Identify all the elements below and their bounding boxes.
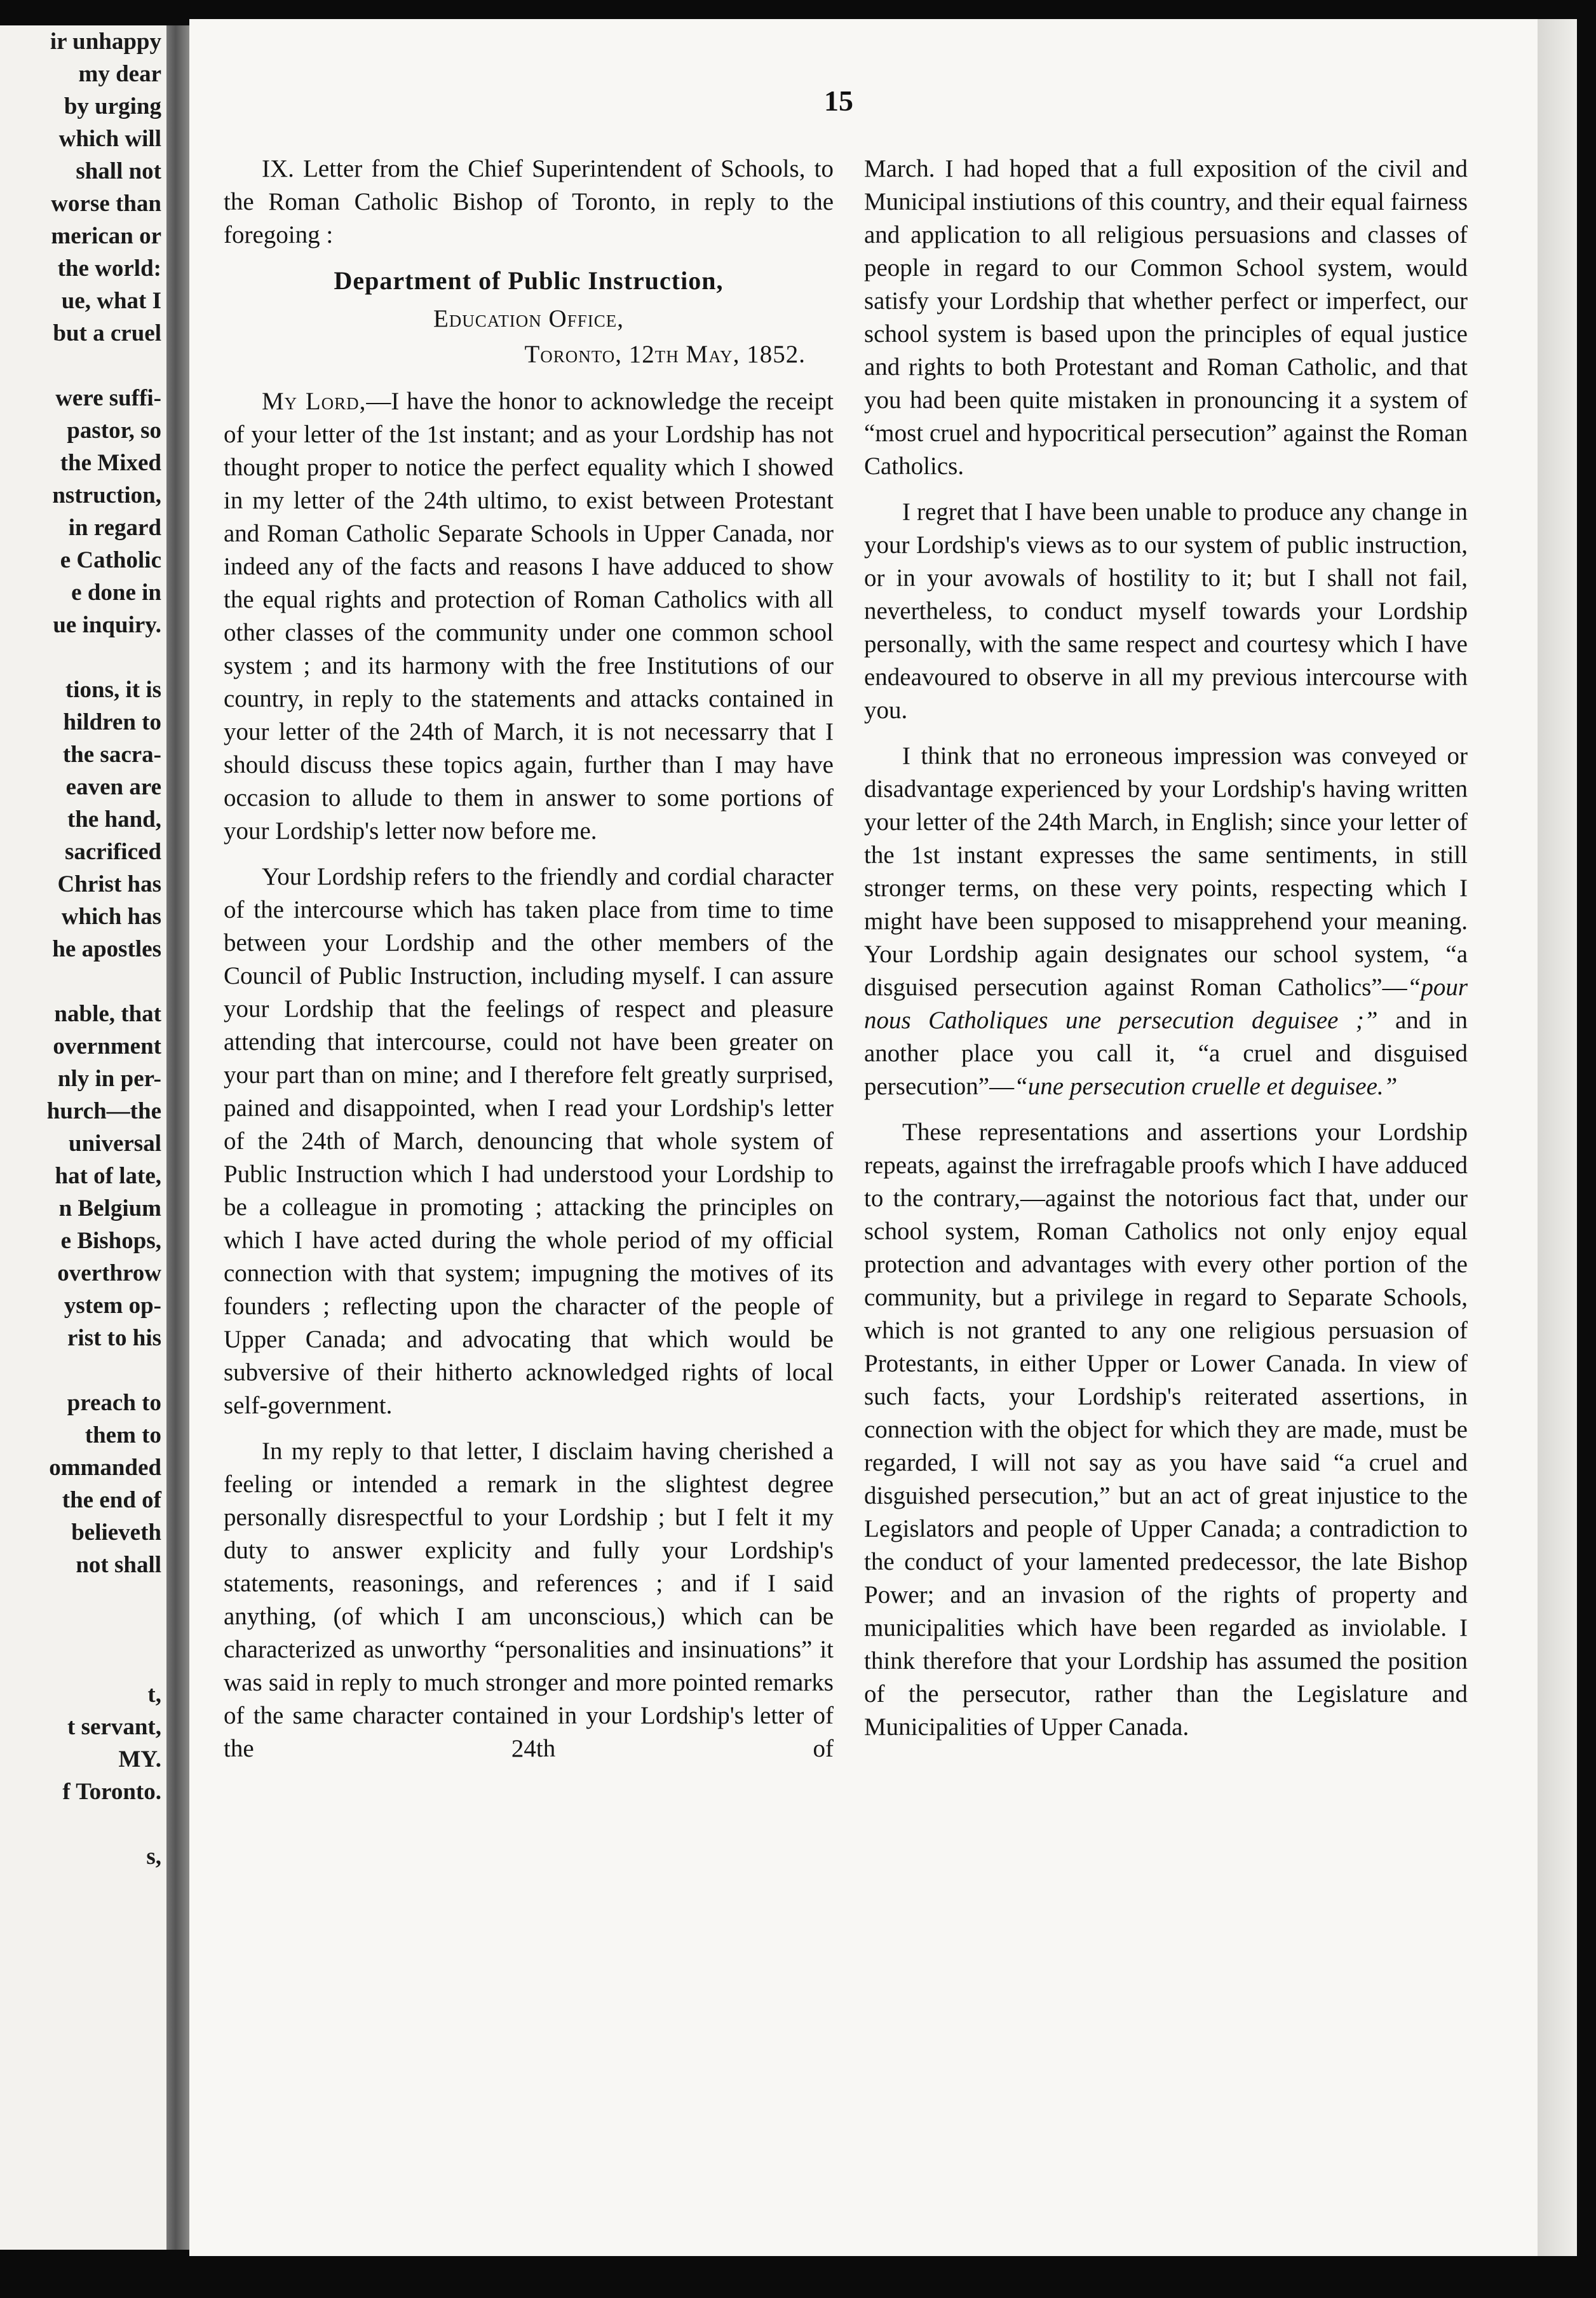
facing-page-line: nable, that	[54, 1001, 161, 1027]
facing-page-fragment	[0, 25, 166, 2250]
facing-page-line: t servant,	[67, 1714, 161, 1740]
facing-page-line: universal	[69, 1131, 161, 1157]
facing-page-line: e Bishops,	[60, 1228, 161, 1254]
facing-page-line: e done in	[71, 580, 161, 606]
facing-page-line: but a cruel	[53, 320, 161, 346]
facing-page-line: ommanded	[49, 1455, 161, 1481]
facing-page-line: the hand,	[67, 806, 161, 833]
facing-page-line	[0, 1614, 161, 1646]
facing-page-line: Christ has	[57, 871, 161, 897]
facing-page-line: the world:	[57, 255, 161, 282]
facing-page-line: the sacra-	[62, 742, 161, 768]
paragraph-6: These representations and assertions your Lordship repeats, against the irrefragable proofs which I have adduced to the contrary,—against the notorious fact that, under our school system, Roman Catholics not only enjoy equal protection and advantages with every other portion of the community, but a privilege in regard to Separate Schools, which is not granted to any one religious persuasion of Protestants, in either Upper or Lower Canada. In view of such facts, your Lordship's reiterated assertions, in connection with the object for which they are made, must be regarded, I will not say as you have said “a cruel and disguished persecution,” but an act of great injustice to the Legislators and people of Upper Canada; a contradiction to the conduct of your lamented predecessor, the late Bishop Power; and an invasion of the rights of property and municipalities which have been regarded as inviolable. I think therefore that your Lordship has assumed the position of the persecutor, rather than the Legislature and Municipalities of Upper Canada.	[864, 1118, 1468, 1741]
facing-page-line: overthrow	[57, 1260, 161, 1286]
dateline-text: Toronto, 12th May, 1852.	[524, 341, 806, 368]
facing-page-line	[0, 965, 161, 998]
facing-page-line: MY.	[118, 1746, 161, 1772]
text-column-right	[864, 153, 1468, 1757]
facing-page-line: overnment	[53, 1033, 161, 1059]
department-heading: Department of Public Instruction,	[334, 266, 724, 295]
office-line: Education Office,	[433, 305, 624, 332]
page-edge	[1538, 19, 1577, 2256]
facing-page-line: nly in per-	[57, 1066, 161, 1092]
facing-page-line: e Catholic	[60, 547, 161, 573]
paragraph-1-text: —I have the honor to acknowledge the receipt of your letter of the 1st instant; and as your Lordship has not thought proper to notice the perfect equality which I showed in my letter of the 24th ultimo, to exist between Protestant and Roman Catholic Separate Schools in Upper Canada, nor indeed any of the facts and reasons I have adduced to show the equal rights and protection of Roman Catholics with all other classes of the community under one common school system ; and its harmony with the free Institutions of our country, in reply to the statements and attacks contained in your letter of the 24th of March, it is not necessarry that I should discuss these topics again, further than I may have occasion to allude to them in answer to some portions of your Lordship's letter now before me.	[224, 388, 834, 845]
facing-page-line: ystem op-	[64, 1293, 161, 1319]
facing-page-line	[0, 1646, 161, 1678]
paragraph-3-part-1: In my reply to that letter, I disclaim having cherished a feeling or intended a remark in the slightest degree personally disrespectful to your Lordship ; but I felt it my duty to answer explicity and fully your Lordship's statements, reasonings, and references ; and if I said anything, (of which I am unconscious,) which can be characterized as unworthy “personalities and insinuations” it was said in reply to much stronger and more pointed remarks of the same character contained in your Lordship's letter of the 24th of	[224, 1438, 834, 1762]
french-quote-1: “pour nous Catholiques une persecution deguisee ;”	[864, 974, 1468, 1034]
facing-page-line: ir unhappy	[50, 29, 161, 55]
facing-page-line: f Toronto.	[62, 1779, 161, 1805]
book-gutter	[166, 25, 189, 2250]
text-column-left	[224, 153, 834, 1778]
facing-page-line: pastor, so	[67, 418, 161, 444]
facing-page-line: which will	[58, 126, 161, 152]
facing-page-line: not shall	[76, 1552, 161, 1578]
facing-page-line	[0, 641, 161, 674]
facing-page-line: worse than	[51, 191, 161, 217]
paragraph-5-text-a: I think that no erroneous impression was conveyed or disadvantage experienced by your Lordship's having written your letter of the 24th March, in English; since your letter of the 1st instant expresses the same sentiments, in still stronger terms, on these very points, respecting which I might have been supposed to misapprehend your meaning. Your Lordship again designates our school system, “a disguised persecution against Roman Catholics”—	[864, 742, 1468, 1001]
facing-page-line: by urging	[64, 93, 161, 119]
paragraph-4: I regret that I have been unable to produce any change in your Lordship's views as to our system of public instruction, or in your avowals of hostility to it; but I shall not fail, nevertheless, to conduct myself towards your Lordship personally, with the same respect and courtesy which I have endeavoured to observe in all my previous intercourse with you.	[864, 498, 1468, 724]
facing-page-line: ue, what I	[61, 288, 161, 314]
salutation: My Lord,	[262, 388, 367, 415]
facing-page-line: rist to his	[67, 1325, 161, 1351]
facing-page-line: which has	[61, 904, 161, 930]
french-quote-2: “une persecution cruelle et deguisee.”	[1014, 1073, 1398, 1100]
paragraph-1	[224, 385, 834, 848]
facing-page-line: eaven are	[65, 774, 161, 800]
facing-page-line: hat of late,	[55, 1163, 161, 1189]
paragraph-5-text-b: and in another place you call it, “a cruel and disguised persecution”—	[864, 1007, 1468, 1100]
paragraph-5	[864, 740, 1468, 1103]
letter-heading: IX. Letter from the Chief Superintendent of Schools, to the Roman Catholic Bishop of Toronto, in reply to the foregoing :	[224, 155, 834, 248]
facing-page-line: shall not	[76, 158, 161, 184]
facing-page-line: he apostles	[52, 936, 161, 962]
facing-page-line	[0, 1354, 161, 1387]
facing-page-line: hildren to	[63, 709, 161, 735]
facing-page-line: tions, it is	[65, 677, 161, 703]
page-number: 15	[824, 85, 853, 117]
facing-page-line: ue inquiry.	[53, 612, 161, 638]
facing-page-line: nstruction,	[52, 482, 161, 508]
facing-page-line: hurch—the	[46, 1098, 161, 1124]
facing-page-line	[0, 350, 161, 382]
paragraph-2: Your Lordship refers to the friendly and cordial character of the intercourse which has taken place from time to time between your Lordship and the other members of the Council of Public Instruction, including myself. I can assure your Lordship that the feelings of respect and pleasure attending that intercourse, could not have been greater on your part than on mine; and I therefore felt greatly surprised, pained and disappointed, when I read your Lordship's letter of the 24th of March, denouncing that whole system of Public Instruction which I had understood your Lordship to be a colleague in promoting ; attacking the principles on which I have acted during the whole period of my official connection with that system; impugning the motives of its founders ; reflecting upon the character of the people of Upper Canada; and advocating that which would be subversive of their hitherto acknowledged rights of local self-government.	[224, 863, 834, 1419]
facing-page-line: sacrificed	[64, 839, 161, 865]
facing-page-line: them to	[85, 1422, 161, 1448]
facing-page-line: the end of	[62, 1487, 161, 1513]
facing-page-line	[0, 1808, 161, 1840]
facing-page-line: the Mixed	[60, 450, 161, 476]
paragraph-3-part-2: March. I had hoped that a full exposition of the civil and Municipal instiutions of this country, and their equal fairness and application to all religious persuasions and classes of people in regard to our Common School system, would satisfy your Lordship that whether perfect or imperfect, our school system is based upon the principles of equal justice and rights to both Protestant and Roman Catholic, and that you had been quite mistaken in pronouncing it a system of “most cruel and hypocritical persecution” against the Roman Catholics.	[864, 155, 1468, 480]
facing-page-line: s,	[146, 1844, 161, 1870]
facing-page-line: were suffi-	[55, 385, 161, 411]
facing-page-line: merican or	[51, 223, 161, 249]
facing-page-line: my dear	[78, 61, 161, 87]
dateline	[224, 338, 834, 371]
facing-page-line: t,	[147, 1682, 161, 1708]
facing-page-line: preach to	[67, 1390, 161, 1416]
facing-page-line: n Belgium	[58, 1195, 161, 1221]
facing-page-line: believeth	[71, 1520, 161, 1546]
facing-page-text	[0, 25, 161, 1873]
facing-page-line	[0, 1581, 161, 1614]
facing-page-line: in regard	[68, 515, 161, 541]
